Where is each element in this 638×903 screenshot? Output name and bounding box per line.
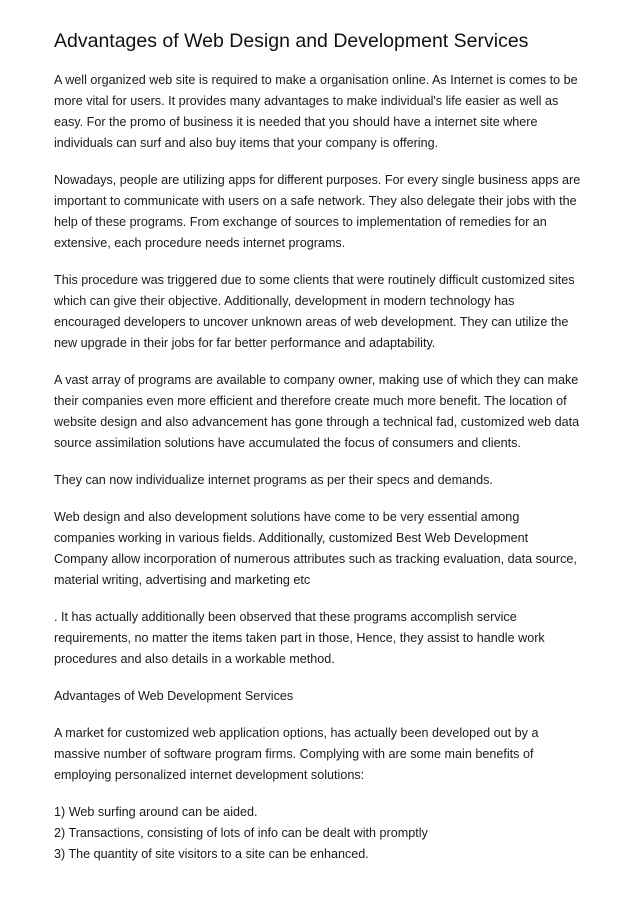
paragraph-programs: A vast array of programs are available to company owner, making use of which they can make their companies even more efficient and therefore create much more benefit. The location of website design and also advancement has gone through a technical fad, customized web data source assimilation solutions have accumulated the focus of consumers and clients.: [54, 373, 580, 450]
list-item: 1) Web surfing around can be aided.: [54, 805, 258, 819]
list-item: 2) Transactions, consisting of lots of info can be dealt with promptly: [54, 826, 428, 840]
paragraph-requirements: . It has actually additionally been observed that these programs accomplish service requirements, no matter the items taken part in those, Hence, they assist to handle work procedures and also details in a workable method.: [54, 610, 545, 666]
paragraph-intro: A well organized web site is required to make a organisation online. As Internet is comes to be more vital for users. It provides many advantages to make individual's life easier as well as easy. For the promo of business it is needed that you should have a internet site where individuals can surf and also buy items that your company is offering.: [54, 73, 578, 150]
paragraph-procedure: This procedure was triggered due to some clients that were routinely difficult customized sites which can give their objective. Additionally, development in modern technology has encouraged developers to uncover unknown areas of web development. They can utilize the new upgrade in their jobs for far better performance and adaptability.: [54, 273, 575, 350]
paragraph-individualize: They can now individualize internet programs as per their specs and demands.: [54, 473, 493, 487]
benefits-list: [54, 802, 582, 865]
paragraph-solutions: Web design and also development solutions have come to be very essential among companies working in various fields. Additionally, customized Best Web Development Company allow incorporation of numerous attributes such as tracking evaluation, data source, material writing, advertising and marketing etc: [54, 510, 577, 587]
document-page: [54, 28, 582, 865]
paragraph-market: A market for customized web application options, has actually been developed out by a massive number of software program firms. Complying with are some main benefits of employing personalized internet development solutions:: [54, 726, 539, 782]
section-subheading: Advantages of Web Development Services: [54, 689, 294, 703]
paragraph-apps: Nowadays, people are utilizing apps for different purposes. For every single business apps are important to communicate with users on a safe network. They also delegate their jobs with the help of these programs. From exchange of sources to implementation of remedies for an extensive, each procedure needs internet programs.: [54, 173, 581, 250]
list-item: 3) The quantity of site visitors to a site can be enhanced.: [54, 847, 369, 861]
document-title: Advantages of Web Design and Development Services: [54, 30, 529, 52]
